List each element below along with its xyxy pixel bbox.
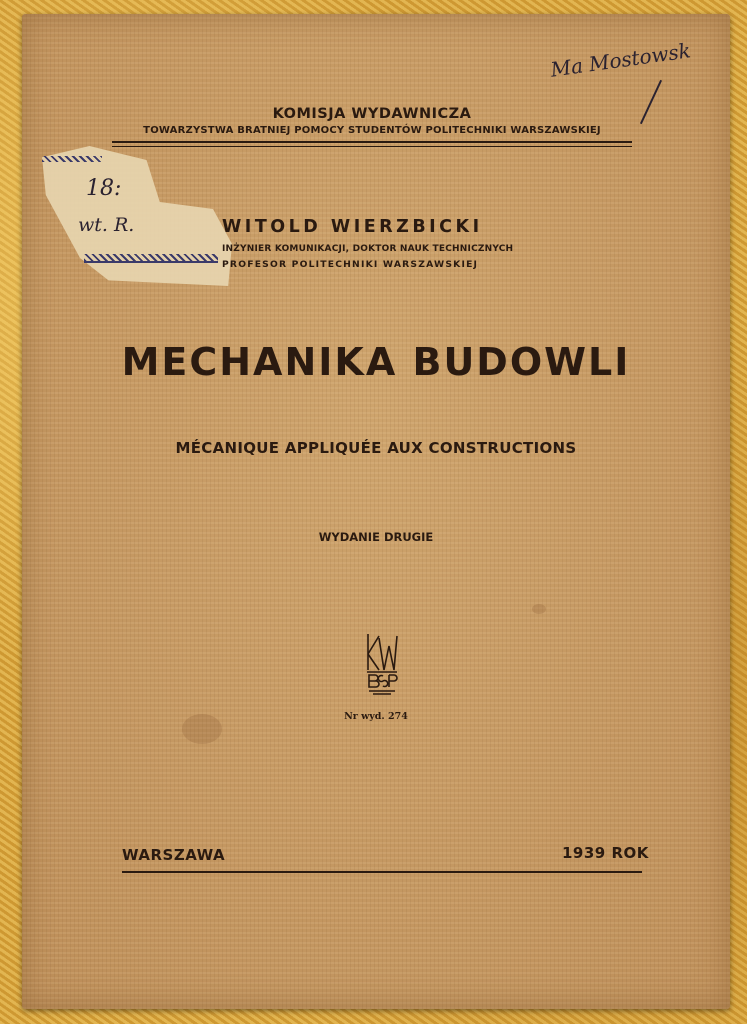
publisher-name: KOMISJA WYDAWNICZA <box>272 106 472 122</box>
book-cover <box>22 14 730 1009</box>
author-name: WITOLD WIERZBICKI <box>222 217 483 237</box>
publisher-society: TOWARZYSTWA BRATNIEJ POMOCY STUDENTÓW POLITECHNIKI WARSZAWSKIEJ <box>143 125 601 136</box>
bottom-rule <box>122 871 642 873</box>
handwritten-signature: Ma Mostowsk <box>549 38 693 82</box>
author-title-1: INŻYNIER KOMUNIKACJI, DOKTOR NAUK TECHNICZNYCH <box>222 244 514 254</box>
book-title: MECHANIKA BUDOWLI <box>121 340 631 384</box>
publication-year: 1939 ROK <box>562 844 649 862</box>
signature-stroke <box>640 80 662 124</box>
kw-bbp-logo-icon <box>365 632 399 698</box>
label-border-top <box>42 156 102 162</box>
label-text: wt. R. <box>78 214 135 236</box>
label-border-bottom <box>84 254 218 263</box>
book-subtitle: MÉCANIQUE APPLIQUÉE AUX CONSTRUCTIONS <box>175 439 577 457</box>
stain <box>532 604 546 614</box>
top-rule-thin <box>112 146 632 147</box>
publication-city: WARSZAWA <box>122 846 226 864</box>
publication-number: Nr wyd. 274 <box>344 711 408 722</box>
label-number: 18: <box>86 176 122 201</box>
top-rule <box>112 141 632 143</box>
author-title-2: PROFESOR POLITECHNIKI WARSZAWSKIEJ <box>222 259 479 270</box>
library-label <box>42 146 232 286</box>
edition-label: WYDANIE DRUGIE <box>318 530 434 544</box>
